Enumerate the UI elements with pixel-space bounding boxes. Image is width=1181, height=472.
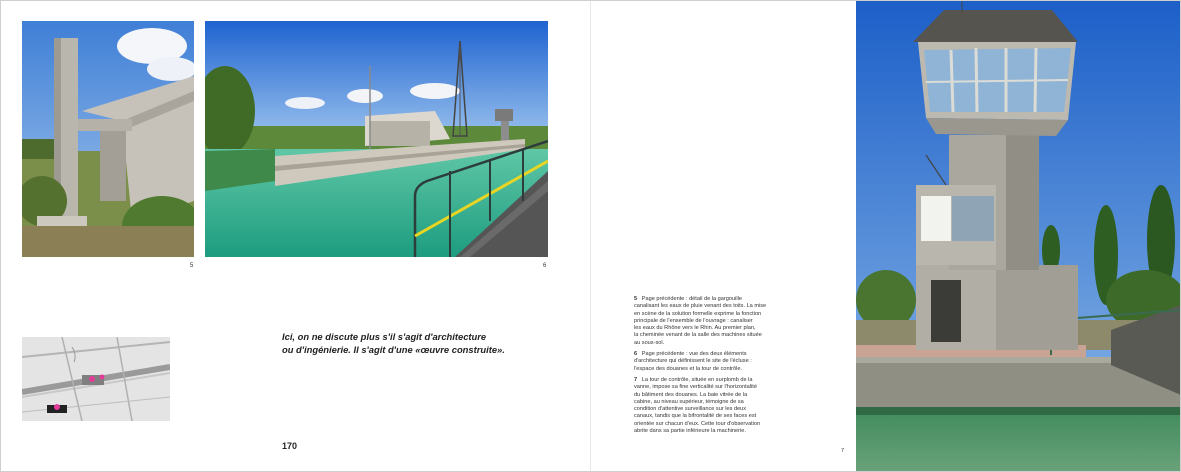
caption-line: canaux, tandis que la bifrontalité de ses faces est — [634, 413, 757, 420]
page-number-left: 170 — [282, 441, 298, 451]
photo-canal-lock — [205, 21, 548, 257]
captions — [634, 296, 784, 439]
caption-line: La tour de contrôle, située en surplomb de la — [641, 376, 753, 383]
caption-line: les eaux du Rhône vers le Rhin. Au premier plan, — [634, 325, 756, 332]
caption-line: orientée sur chacun d'eux. Cette tour d'observation — [634, 420, 761, 427]
caption-line: cabine, au niveau supérieur, témoigne de sa — [634, 398, 744, 405]
caption-5 — [634, 296, 784, 347]
caption-line: d'architecture qui définissent le site de l'écluse : — [634, 358, 752, 365]
photo-control-tower — [856, 0, 1181, 472]
caption-line: canalisant les eaux de pluie venant des toits. La mise — [634, 303, 767, 310]
caption-number: 7 — [634, 376, 638, 383]
photo-gargoyle-column — [22, 21, 194, 257]
caption-line: du bâtiment des douanes. La baie vitrée de la — [634, 391, 748, 398]
caption-7 — [634, 377, 784, 435]
caption-line: vanne, impose sa fine verticalité sur l'horizontalité — [634, 384, 757, 391]
caption-line: en scène de la solution formelle exprime la fonction — [634, 310, 762, 317]
photo-number: 6 — [543, 263, 547, 269]
caption-line: la cheminée venant de la salle des machines située — [634, 332, 762, 339]
caption-6 — [634, 351, 784, 373]
gutter — [590, 0, 591, 472]
caption-line: condition d'attentive surveillance sur les deux — [634, 406, 747, 413]
page-number-right: 7 — [841, 448, 845, 454]
caption-line: Page précédente : vue des deux éléments — [641, 351, 747, 358]
caption-line: abrite dans sa partie inférieure la machinerie. — [634, 428, 746, 435]
photo-number: 5 — [190, 263, 194, 269]
caption-number: 6 — [634, 351, 638, 358]
pull-quote — [282, 330, 562, 356]
photo-site-plan — [22, 337, 170, 421]
quote-line: Ici, on ne discute plus s'il s'agit d'architecture — [282, 331, 487, 342]
caption-line: l'espace des douanes et la tour de contrôle. — [634, 365, 743, 372]
caption-line: Page précédente : détail de la gargouille — [641, 296, 742, 302]
caption-line: au sous-sol. — [634, 339, 665, 346]
quote-line: ou d'ingénierie. Il s'agit d'une «œuvre construite». — [282, 344, 505, 355]
caption-number: 5 — [634, 296, 638, 302]
caption-line: principale de l'ensemble de l'ouvrage : canaliser — [634, 317, 753, 324]
